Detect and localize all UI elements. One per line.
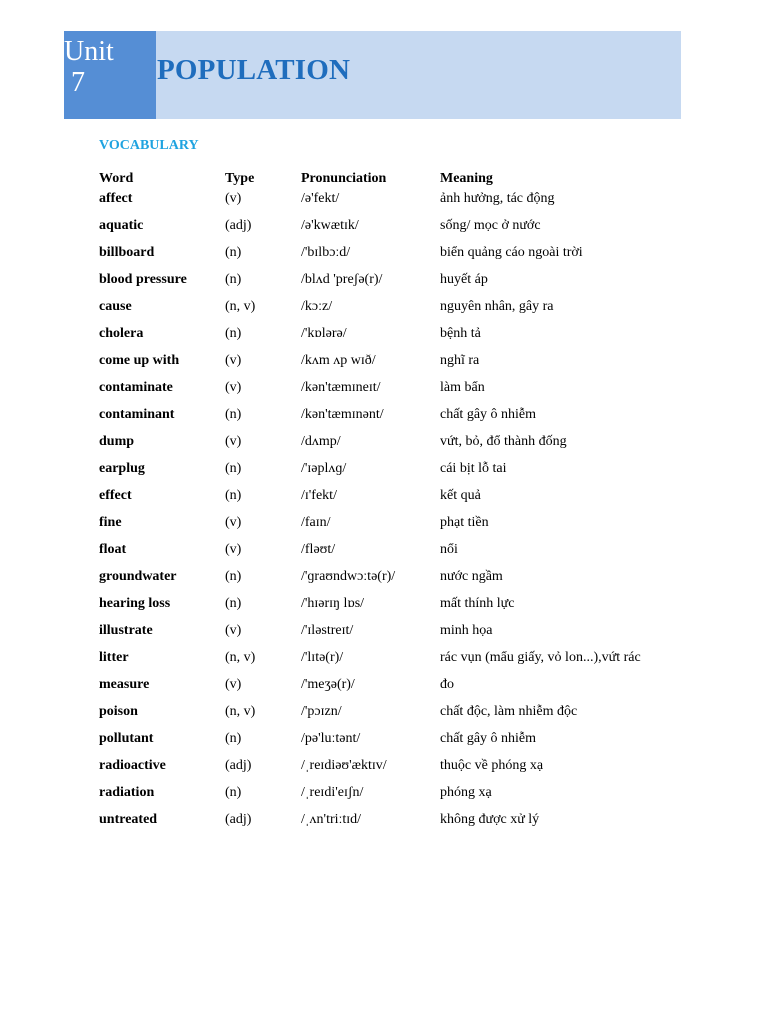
vocab-word: contaminate [99, 380, 173, 395]
word-type: (n) [225, 461, 242, 476]
vocab-word: come up with [99, 353, 180, 368]
word-type: (n) [225, 731, 242, 746]
vocab-word: radiation [99, 785, 155, 800]
vocab-word: poison [99, 704, 138, 719]
pronunciation: /kən'tæmɪnənt/ [301, 407, 384, 422]
meaning: nước ngầm [440, 569, 503, 584]
pronunciation: /dʌmp/ [301, 434, 341, 449]
pronunciation: /faɪn/ [301, 515, 331, 530]
vocab-word: fine [99, 515, 122, 530]
pronunciation: /ˌreɪdiəʊ'æktɪv/ [301, 758, 387, 773]
word-type: (adj) [225, 812, 252, 827]
pronunciation: /'bɪlbɔːd/ [301, 245, 351, 260]
vocab-word: measure [99, 677, 150, 692]
meaning: nổi [440, 542, 458, 557]
word-type: (v) [225, 515, 242, 530]
word-type: (v) [225, 677, 242, 692]
meaning: nghĩ ra [440, 353, 480, 368]
word-type: (v) [225, 434, 242, 449]
vocab-word: cause [99, 299, 132, 314]
pronunciation: /ə'fekt/ [301, 191, 340, 206]
vocab-word: groundwater [99, 569, 177, 584]
meaning: vứt, bỏ, đổ thành đống [440, 434, 567, 449]
vocab-word: effect [99, 488, 132, 503]
pronunciation: /'kɒlərə/ [301, 326, 347, 341]
word-type: (adj) [225, 758, 252, 773]
meaning: chất độc, làm nhiễm độc [440, 704, 578, 719]
word-type: (n) [225, 245, 242, 260]
meaning: cái bịt lỗ tai [440, 461, 507, 476]
pronunciation: /ə'kwætɪk/ [301, 218, 359, 233]
pronunciation: /fləʊt/ [301, 542, 336, 557]
word-type: (n) [225, 488, 242, 503]
column-header-type: Type [225, 171, 255, 186]
page-title: POPULATION [157, 54, 351, 86]
pronunciation: /kən'tæmɪneɪt/ [301, 380, 381, 395]
column-header-meaning: Meaning [440, 171, 493, 186]
meaning: ảnh hưởng, tác động [440, 191, 555, 206]
vocab-word: cholera [99, 326, 144, 341]
word-type: (n) [225, 272, 242, 287]
meaning: mất thính lực [440, 596, 515, 611]
word-type: (v) [225, 542, 242, 557]
meaning: phạt tiền [440, 515, 489, 530]
section-title: VOCABULARY [99, 138, 199, 153]
meaning: sống/ mọc ở nước [440, 218, 541, 233]
meaning: đo [440, 677, 454, 692]
pronunciation: /pə'luːtənt/ [301, 731, 361, 746]
vocab-word: contaminant [99, 407, 175, 422]
pronunciation: /kʌm ʌp wɪð/ [301, 353, 376, 368]
word-type: (n, v) [225, 704, 256, 719]
pronunciation: /ˌʌn'triːtɪd/ [301, 812, 362, 827]
word-type: (n) [225, 569, 242, 584]
word-type: (n) [225, 596, 242, 611]
word-type: (n, v) [225, 299, 256, 314]
meaning: phóng xạ [440, 785, 492, 800]
pronunciation: /ˌreɪdi'eɪʃn/ [301, 785, 364, 800]
word-type: (v) [225, 191, 242, 206]
unit-label: Unit [64, 36, 114, 67]
pronunciation: /kɔːz/ [301, 299, 333, 314]
pronunciation: /'ɡraʊndwɔːtə(r)/ [301, 569, 396, 584]
pronunciation: /blʌd 'preʃə(r)/ [301, 272, 383, 287]
meaning: bệnh tả [440, 326, 481, 341]
word-type: (v) [225, 623, 242, 638]
word-type: (adj) [225, 218, 252, 233]
vocab-word: billboard [99, 245, 155, 260]
unit-header [64, 31, 681, 119]
meaning: minh họa [440, 623, 493, 638]
word-type: (n) [225, 407, 242, 422]
meaning: biển quảng cáo ngoài trời [440, 245, 583, 260]
word-type: (v) [225, 353, 242, 368]
vocab-word: earplug [99, 461, 145, 476]
meaning: chất gây ô nhiễm [440, 407, 537, 422]
vocab-word: blood pressure [99, 272, 187, 287]
meaning: thuộc về phóng xạ [440, 758, 544, 773]
meaning: kết quả [440, 488, 481, 503]
column-header-word: Word [99, 171, 134, 186]
pronunciation: /'ɪəplʌɡ/ [301, 461, 347, 476]
pronunciation: /'lɪtə(r)/ [301, 650, 344, 665]
word-type: (n) [225, 785, 242, 800]
meaning: chất gây ô nhiễm [440, 731, 537, 746]
word-type: (n) [225, 326, 242, 341]
vocab-word: pollutant [99, 731, 154, 746]
column-header-pronunciation: Pronunciation [301, 171, 387, 186]
pronunciation: /'meʒə(r)/ [301, 677, 355, 692]
meaning: nguyên nhân, gây ra [440, 299, 554, 314]
meaning: huyết áp [440, 272, 488, 287]
vocab-word: float [99, 542, 127, 557]
unit-number: 7 [71, 67, 85, 98]
pronunciation: /'pɔɪzn/ [301, 704, 342, 719]
vocab-word: hearing loss [99, 596, 171, 611]
vocab-word: aquatic [99, 218, 144, 233]
vocab-word: radioactive [99, 758, 166, 773]
unit-badge [64, 31, 156, 119]
vocab-word: litter [99, 650, 129, 665]
pronunciation: /'ɪləstreɪt/ [301, 623, 354, 638]
vocab-word: untreated [99, 812, 158, 827]
meaning: không được xử lý [440, 812, 540, 827]
meaning: rác vụn (mẩu giấy, vỏ lon...),vứt rác [440, 650, 641, 665]
meaning: làm bẩn [440, 380, 485, 395]
word-type: (v) [225, 380, 242, 395]
pronunciation: /'hɪərɪŋ lɒs/ [301, 596, 365, 611]
vocab-word: affect [99, 191, 133, 206]
word-type: (n, v) [225, 650, 256, 665]
vocab-word: illustrate [99, 623, 153, 638]
pronunciation: /ɪ'fekt/ [301, 488, 337, 503]
vocab-word: dump [99, 434, 135, 449]
